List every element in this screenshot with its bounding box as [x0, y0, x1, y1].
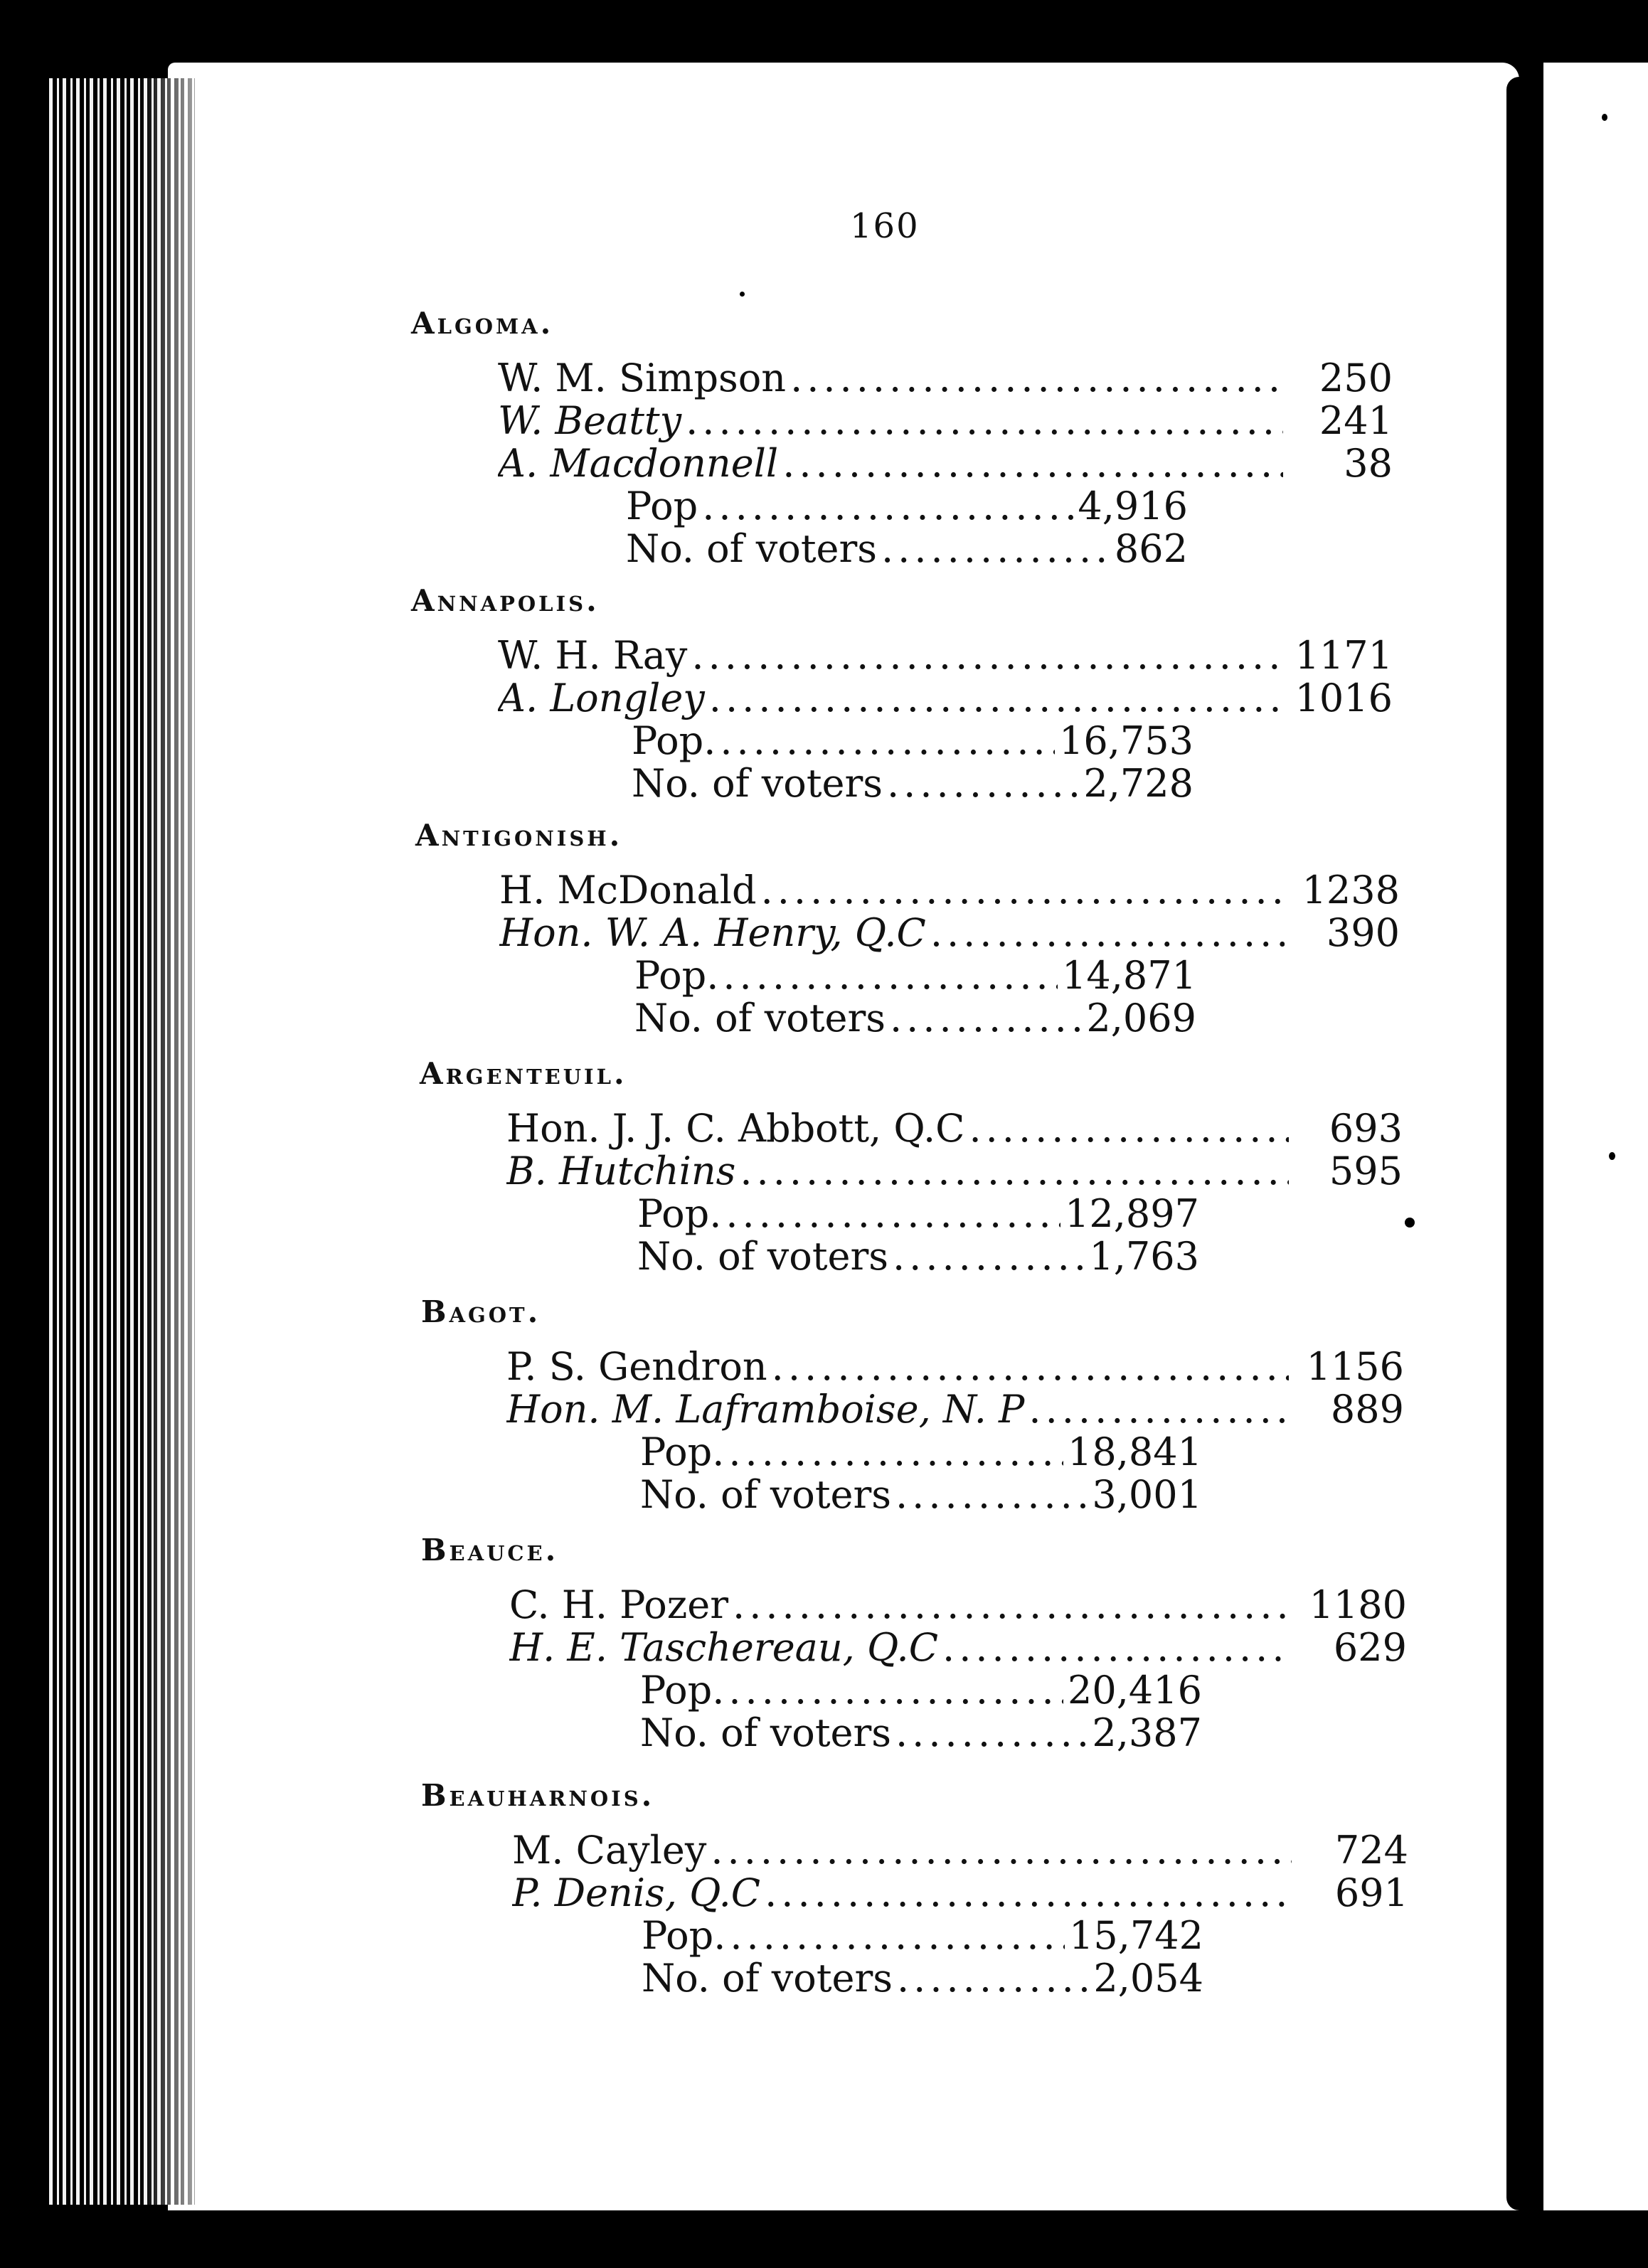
- voters-value: 2,069: [1086, 996, 1196, 1040]
- candidate-row: [506, 1344, 1293, 1388]
- dot-leader: [728, 1668, 1063, 1712]
- population-row: [634, 953, 1196, 997]
- candidate-name: Hon. W. A. Henry, Q.C: [499, 910, 926, 954]
- page-number: 160: [850, 206, 920, 246]
- district-heading: Beauharnois.: [421, 1778, 655, 1813]
- district-heading: Annapolis.: [411, 583, 600, 618]
- dot-leader: [893, 1234, 1085, 1278]
- candidate-name: M. Cayley: [512, 1828, 707, 1872]
- ink-speck: [1511, 1707, 1533, 1737]
- candidate-votes: 250: [1319, 356, 1393, 400]
- population-row: [632, 718, 1194, 762]
- candidate-row: [498, 676, 1287, 720]
- candidate-name: W. M. Simpson: [498, 356, 787, 400]
- candidate-votes: 1171: [1295, 633, 1393, 678]
- voters-label: No. of voters: [637, 1234, 889, 1278]
- voters-row: [640, 1472, 1202, 1516]
- population-row: [642, 1913, 1203, 1957]
- dot-leader: [720, 718, 1055, 762]
- candidate-name: A. Macdonnell: [498, 441, 779, 485]
- candidate-name: H. E. Taschereau, Q.C: [509, 1625, 939, 1669]
- district-heading: Argenteuil.: [420, 1056, 627, 1091]
- candidate-name: Hon. M. Laframboise, N. P: [506, 1387, 1025, 1431]
- population-value: 16,753: [1059, 718, 1194, 762]
- candidate-votes: 38: [1344, 441, 1393, 486]
- candidate-votes: 241: [1319, 398, 1393, 443]
- voters-value: 2,387: [1092, 1710, 1202, 1755]
- voters-label: No. of voters: [634, 996, 886, 1040]
- candidate-row: [512, 1828, 1296, 1872]
- ink-speck: [1602, 114, 1607, 121]
- candidate-name: P. Denis, Q.C: [512, 1870, 761, 1915]
- dot-leader: [711, 1828, 1292, 1872]
- population-label: Pop.: [632, 718, 716, 762]
- voters-row: [640, 1710, 1202, 1755]
- dot-leader: [1028, 1387, 1289, 1431]
- voters-row: [637, 1234, 1199, 1278]
- dot-leader: [969, 1106, 1289, 1150]
- ink-speck: [1405, 1218, 1415, 1228]
- dot-leader: [895, 1710, 1088, 1755]
- population-label: Pop.: [642, 1913, 726, 1957]
- dot-leader: [895, 1472, 1088, 1516]
- voters-value: 862: [1114, 526, 1188, 570]
- dot-leader: [725, 1191, 1060, 1235]
- dot-leader: [782, 441, 1283, 485]
- population-value: 20,416: [1068, 1668, 1202, 1712]
- candidate-name: P. S. Gendron: [506, 1344, 767, 1388]
- dot-leader: [881, 526, 1110, 570]
- voters-row: [634, 996, 1196, 1040]
- candidate-row: [498, 633, 1287, 677]
- candidate-row: [499, 910, 1289, 954]
- candidate-name: W. H. Ray: [498, 633, 688, 677]
- district-heading: Bagot.: [421, 1294, 541, 1329]
- dot-leader: [765, 1870, 1292, 1915]
- voters-label: No. of voters: [626, 526, 878, 570]
- candidate-votes: 629: [1333, 1625, 1407, 1670]
- candidate-votes: 1180: [1309, 1582, 1407, 1627]
- candidate-name: A. Longley: [498, 676, 705, 720]
- candidate-name: H. McDonald: [499, 868, 757, 912]
- voters-label: No. of voters: [640, 1710, 892, 1755]
- voters-value: 2,728: [1083, 761, 1194, 805]
- population-label: Pop.: [640, 1668, 725, 1712]
- dot-leader: [702, 484, 1073, 528]
- voters-label: No. of voters: [640, 1472, 892, 1516]
- dot-leader: [686, 398, 1283, 442]
- dot-leader: [733, 1582, 1292, 1627]
- population-label: Pop: [626, 484, 698, 528]
- ink-speck: [1609, 1152, 1615, 1160]
- candidate-name: B. Hutchins: [506, 1149, 736, 1193]
- candidate-name: C. H. Pozer: [509, 1582, 729, 1627]
- population-label: Pop.: [640, 1430, 725, 1474]
- dot-leader: [887, 761, 1079, 805]
- population-value: 15,742: [1069, 1913, 1203, 1957]
- dot-leader: [897, 1956, 1089, 2000]
- dot-leader: [740, 1149, 1289, 1193]
- candidate-votes: 724: [1334, 1828, 1408, 1873]
- voters-label: No. of voters: [632, 761, 883, 805]
- candidate-row: [506, 1387, 1293, 1431]
- population-label: Pop.: [637, 1191, 722, 1235]
- candidate-votes: 1156: [1306, 1344, 1404, 1389]
- candidate-votes: 595: [1329, 1149, 1403, 1193]
- population-row: [640, 1430, 1202, 1474]
- dot-leader: [772, 1344, 1289, 1388]
- population-value: 4,916: [1078, 484, 1188, 528]
- candidate-row: [499, 868, 1289, 912]
- dot-leader: [761, 868, 1285, 912]
- population-row: [640, 1668, 1202, 1712]
- population-value: 18,841: [1068, 1430, 1202, 1474]
- population-value: 14,871: [1062, 953, 1196, 997]
- candidate-row: [498, 441, 1287, 485]
- dot-leader: [730, 1913, 1065, 1957]
- candidate-row: [512, 1870, 1296, 1915]
- dot-leader: [790, 356, 1283, 400]
- dot-leader: [728, 1430, 1063, 1474]
- voters-label: No. of voters: [642, 1956, 893, 2000]
- candidate-row: [509, 1625, 1296, 1669]
- dot-leader: [709, 676, 1283, 720]
- candidate-name: W. Beatty: [498, 398, 682, 442]
- voters-value: 2,054: [1093, 1956, 1203, 2000]
- candidate-votes: 693: [1329, 1106, 1403, 1151]
- population-label: Pop.: [634, 953, 719, 997]
- candidate-row: [506, 1106, 1293, 1150]
- dot-leader: [691, 633, 1283, 677]
- voters-row: [632, 761, 1194, 805]
- population-row: [637, 1191, 1199, 1235]
- district-heading: Algoma.: [411, 306, 554, 341]
- voters-value: 1,763: [1089, 1234, 1199, 1278]
- candidate-row: [509, 1582, 1296, 1627]
- candidate-row: [506, 1149, 1293, 1193]
- candidate-votes: 390: [1326, 910, 1400, 955]
- candidate-votes: 1016: [1295, 676, 1393, 720]
- candidate-name: Hon. J. J. C. Abbott, Q.C: [506, 1106, 965, 1150]
- population-row: [626, 484, 1188, 528]
- candidate-votes: 889: [1330, 1387, 1404, 1432]
- candidate-votes: 691: [1334, 1870, 1408, 1915]
- dot-leader: [942, 1625, 1292, 1669]
- candidate-votes: 1238: [1302, 868, 1400, 912]
- voters-value: 3,001: [1092, 1472, 1202, 1516]
- dot-leader: [890, 996, 1082, 1040]
- dot-leader: [723, 953, 1058, 997]
- voters-row: [626, 526, 1188, 570]
- population-value: 12,897: [1065, 1191, 1199, 1235]
- dot-leader: [930, 910, 1285, 954]
- candidate-row: [498, 398, 1287, 442]
- district-heading: Beauce.: [421, 1533, 559, 1567]
- voters-row: [642, 1956, 1203, 2000]
- ink-speck: [740, 292, 745, 297]
- candidate-row: [498, 356, 1287, 400]
- district-heading: Antigonish.: [415, 818, 623, 853]
